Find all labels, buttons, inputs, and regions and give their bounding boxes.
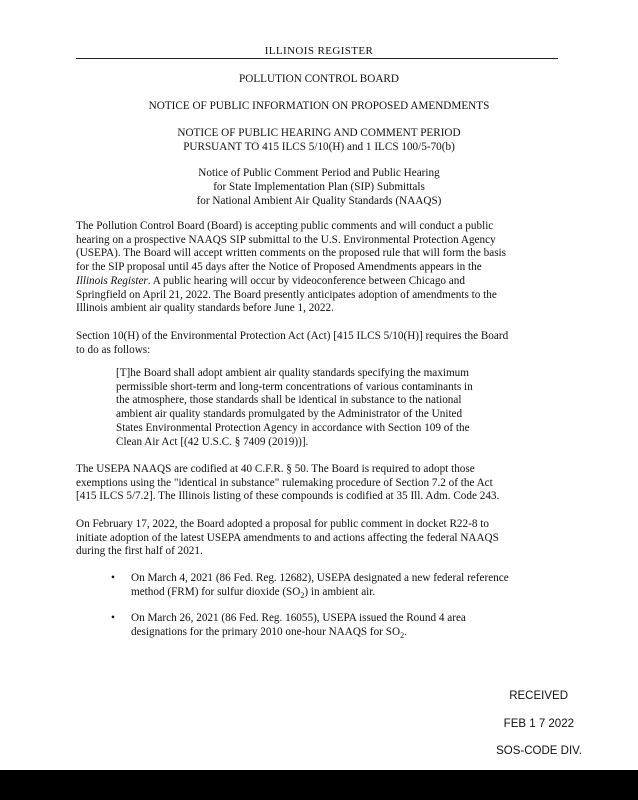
bullet-line: On March 26, 2021 (86 Fed. Reg. 16055), USEPA issued the Round 4 area bbox=[131, 612, 466, 624]
para-line: The Pollution Control Board (Board) is accepting public comments and will conduct a public bbox=[76, 220, 494, 232]
para-line: to do as follows: bbox=[76, 343, 151, 356]
division-stamp: SOS-CODE DIV. bbox=[496, 745, 582, 757]
quote-line: permissible short-term and long-term concentrations of various contaminants in bbox=[116, 380, 473, 393]
quote-line: the atmosphere, those standards shall be identical in substance to the national bbox=[116, 394, 462, 407]
para-line: hearing on a prospective NAAQS SIP submittal to the U.S. Environmental Protection Agency bbox=[76, 233, 496, 246]
para-line: The USEPA NAAQS are codified at 40 C.F.R. § 50. The Board is required to adopt those bbox=[76, 463, 475, 475]
subtitle-line3: for National Ambient Air Quality Standards (NAAQS) bbox=[196, 195, 442, 207]
para-line: Section 10(H) of the Environmental Protection Act (Act) [415 ILCS 5/10(H)] requires the Board bbox=[76, 330, 509, 342]
hearing-title-line2: PURSUANT TO 415 ILCS 5/10(H) and 1 ILCS 100/5-70(b) bbox=[183, 141, 455, 153]
proposal-paragraph bbox=[76, 518, 562, 559]
quote-line: ambient air quality standards promulgated by the Administrator of the United bbox=[116, 408, 463, 421]
bullet-line-pre: method (FRM) for sulfur dioxide (SO bbox=[131, 585, 301, 598]
bullet-icon: • bbox=[111, 612, 115, 624]
agency-name: POLLUTION CONTROL BOARD bbox=[239, 73, 399, 85]
bullet-line: On March 4, 2021 (86 Fed. Reg. 12682), USEPA designated a new federal reference bbox=[131, 572, 509, 584]
received-date-stamp: FEB 1 7 2022 bbox=[503, 718, 574, 730]
bullet-icon: • bbox=[111, 572, 115, 584]
register-italic: Illinois Register bbox=[76, 274, 148, 287]
para-line: On February 17, 2022, the Board adopted a proposal for public comment in docket R22-8 to bbox=[76, 518, 489, 530]
quote-line: Clean Air Act [(42 U.S.C. § 7409 (2019))]. bbox=[116, 435, 309, 448]
bullet-line-post: . bbox=[404, 625, 407, 638]
bullet-text bbox=[131, 612, 551, 643]
para-line: [415 ILCS 5/7.2]. The Illinois listing of these compounds is codified at 35 Ill. Adm. Code 243. bbox=[76, 490, 500, 503]
para-line-rest: . A public hearing will occur by videoconference between Chicago and bbox=[147, 274, 465, 287]
subtitle-line1: Notice of Public Comment Period and Public Hearing bbox=[198, 167, 440, 179]
statute-quote bbox=[116, 367, 516, 449]
subscript: 2 bbox=[400, 630, 405, 640]
para-line: Springfield on April 21, 2022. The Board presently anticipates adoption of amendments to the bbox=[76, 288, 497, 301]
bullet-text bbox=[131, 572, 551, 603]
para-line: exemptions using the "identical in substance" rulemaking procedure of Section 7.2 of the Act bbox=[76, 476, 493, 489]
subscript: 2 bbox=[300, 590, 305, 600]
naaqs-paragraph bbox=[76, 463, 562, 504]
bullet-line-post: ) in ambient air. bbox=[304, 585, 376, 598]
para-line: for the SIP proposal until 45 days after the Notice of Proposed Amendments appears in the bbox=[76, 261, 482, 274]
notice-type: NOTICE OF PUBLIC INFORMATION ON PROPOSED AMENDMENTS bbox=[148, 100, 490, 112]
intro-paragraph bbox=[76, 220, 562, 316]
scan-border bbox=[0, 770, 638, 800]
section-paragraph bbox=[76, 330, 562, 357]
bullet-line bbox=[131, 586, 551, 603]
bullet-line bbox=[131, 626, 551, 643]
quote-line: [T]he Board shall adopt ambient air quality standards specifying the maximum bbox=[116, 367, 469, 379]
para-line: (USEPA). The Board will accept written comments on the proposed rule that will form the basis bbox=[76, 247, 507, 260]
para-line: during the first half of 2021. bbox=[76, 545, 203, 558]
para-line bbox=[76, 275, 562, 289]
header-rule bbox=[76, 58, 558, 59]
bullet-line-pre: designations for the primary 2010 one-hour NAAQS for SO bbox=[131, 625, 401, 638]
quote-line: States Environmental Protection Agency in accordance with Section 109 of the bbox=[116, 421, 470, 434]
para-line: Illinois ambient air quality standards before June 1, 2022. bbox=[76, 302, 334, 315]
register-title bbox=[0, 45, 638, 57]
received-stamp: RECEIVED bbox=[509, 690, 568, 702]
hearing-title-line1: NOTICE OF PUBLIC HEARING AND COMMENT PERIOD bbox=[177, 127, 461, 139]
para-line: initiate adoption of the latest USEPA amendments to and actions affecting the federal NAAQS bbox=[76, 531, 499, 544]
subtitle-line2: for State Implementation Plan (SIP) Submittals bbox=[213, 181, 425, 193]
register-title-text: ILLINOIS REGISTER bbox=[264, 45, 374, 57]
